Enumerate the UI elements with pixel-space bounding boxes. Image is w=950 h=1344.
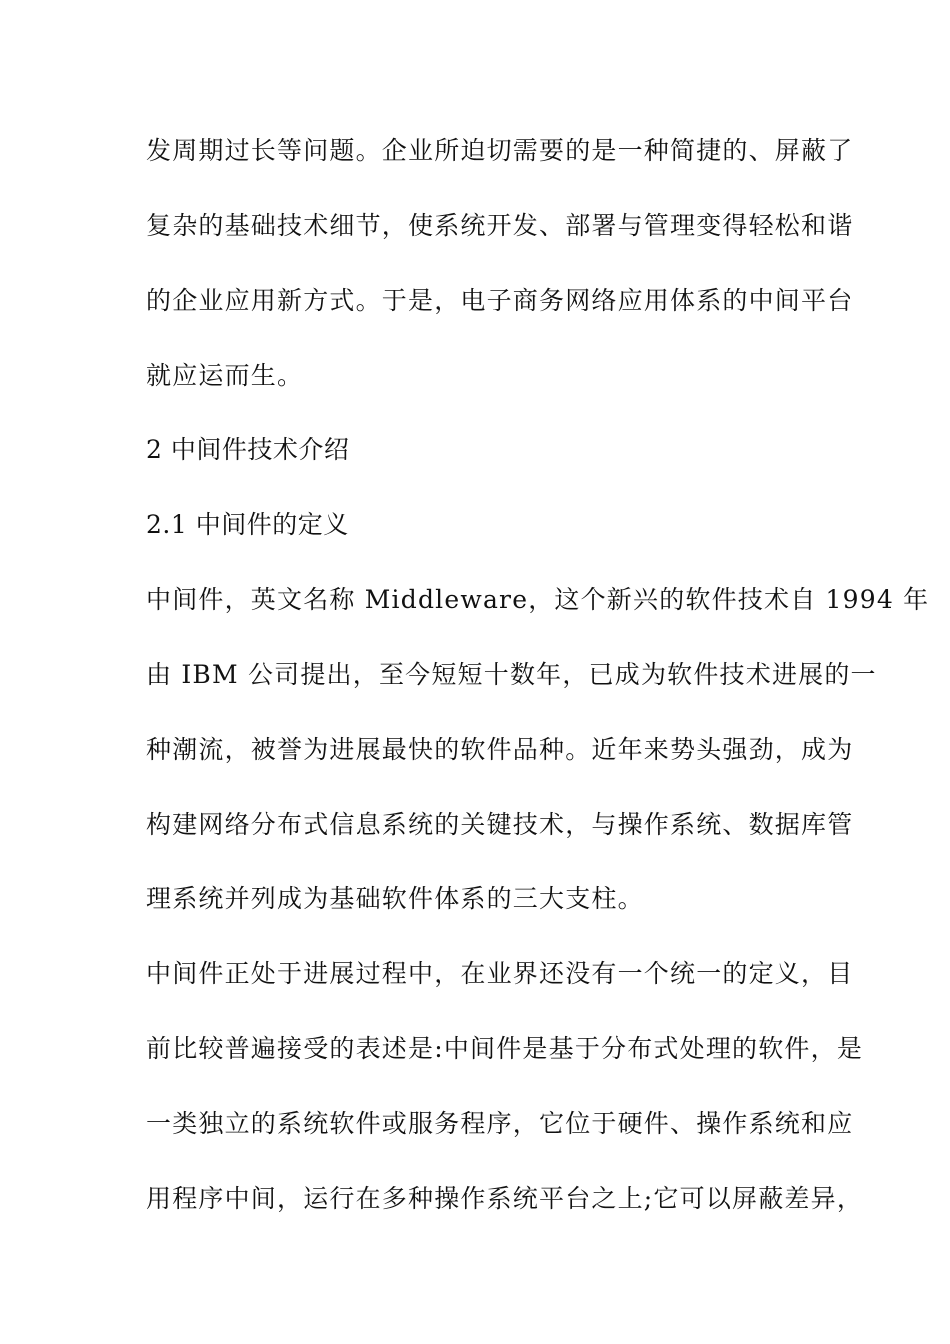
paragraph-1-line-3: 的企业应用新方式。于是，电子商务网络应用体系的中间平台	[146, 286, 854, 315]
paragraph-1-line-2: 复杂的基础技术细节，使系统开发、部署与管理变得轻松和谐	[146, 211, 854, 240]
paragraph-2-line-3: 种潮流，被誉为进展最快的软件品种。近年来势头强劲，成为	[146, 735, 854, 764]
paragraph-1-line-4: 就应运而生。	[146, 361, 304, 390]
paragraph-2-line-4: 构建网络分布式信息系统的关键技术，与操作系统、数据库管	[146, 810, 854, 839]
paragraph-3-line-4: 用程序中间，运行在多种操作系统平台之上;它可以屏蔽差异，	[146, 1184, 864, 1213]
paragraph-1-line-1: 发周期过长等问题。企业所迫切需要的是一种简捷的、屏蔽了	[146, 136, 854, 165]
paragraph-3-line-2: 前比较普遍接受的表述是:中间件是基于分布式处理的软件，是	[146, 1034, 864, 1063]
subsection-heading: 2.1 中间件的定义	[146, 510, 349, 539]
paragraph-3-line-3: 一类独立的系统软件或服务程序，它位于硬件、操作系统和应	[146, 1109, 854, 1138]
paragraph-2-line-1: 中间件，英文名称 Middleware，这个新兴的软件技术自 1994 年	[146, 585, 930, 614]
paragraph-2-line-5: 理系统并列成为基础软件体系的三大支柱。	[146, 884, 644, 913]
section-heading: 2 中间件技术介绍	[146, 435, 350, 464]
paragraph-3-line-1: 中间件正处于进展过程中，在业界还没有一个统一的定义，目	[146, 959, 854, 988]
paragraph-2-line-2: 由 IBM 公司提出，至今短短十数年，已成为软件技术进展的一	[146, 660, 877, 689]
